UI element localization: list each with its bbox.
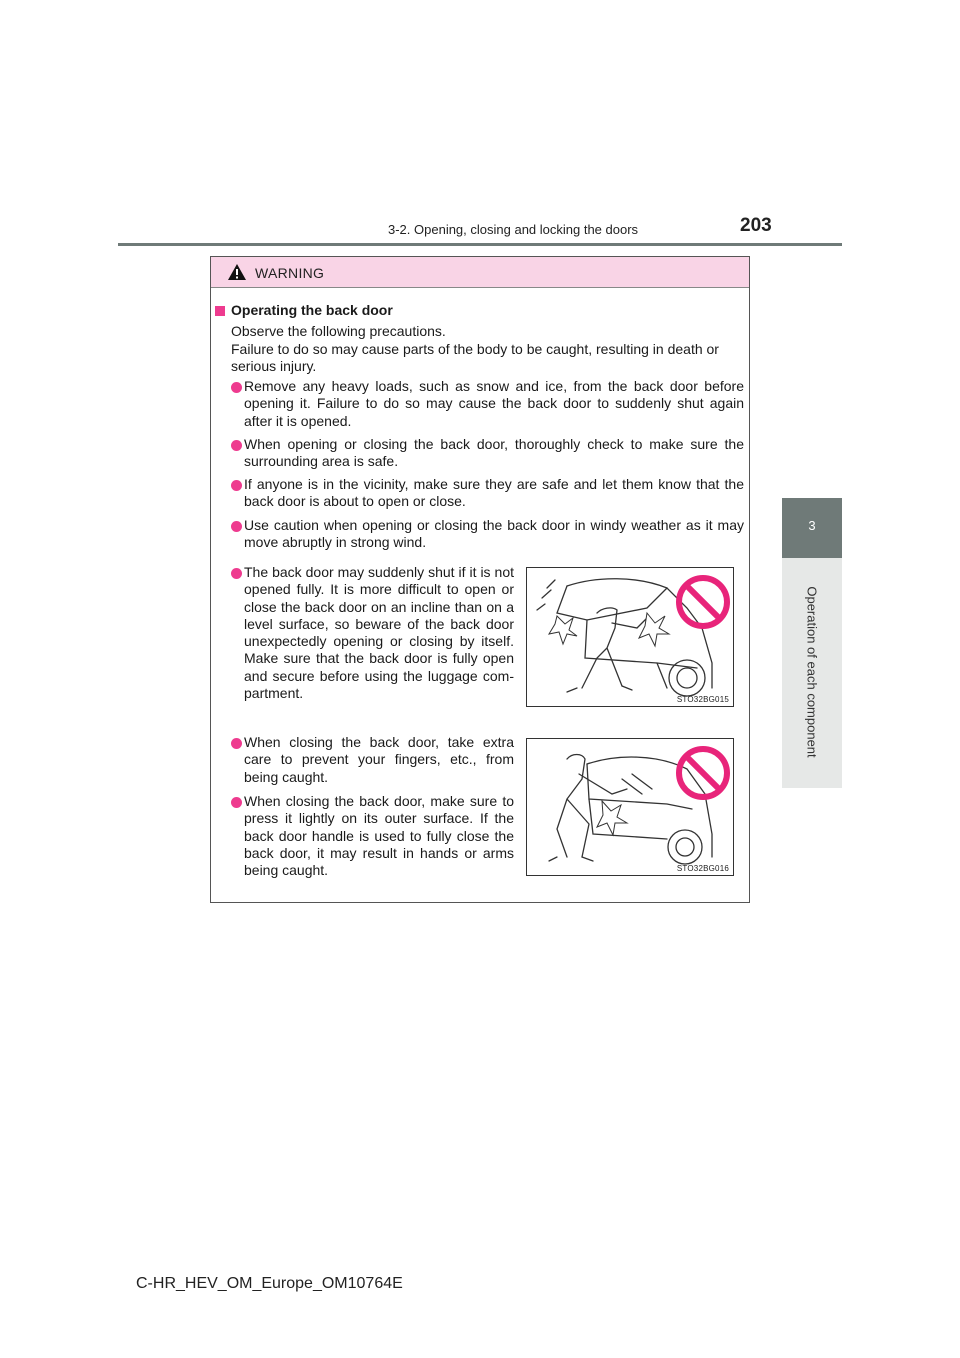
chapter-number: 3: [808, 518, 816, 533]
chapter-label: Operation of each component: [804, 586, 820, 758]
figure-code: STO32BG015: [676, 695, 729, 704]
warning-box: [210, 256, 750, 903]
bullet-5: The back door may suddenly shut if it is not opened fully. It is more difficult to open or close the back door on an incline than on a level surface, so beware of the back door unexpectedly opening or closing by itself. Make sure that the back door is fully open and secure before using the luggage com-partment.: [244, 564, 514, 702]
document-id: C-HR_HEV_OM_Europe_OM10764E: [136, 1275, 403, 1292]
figure-fingers-caught: [526, 738, 734, 876]
bullet-3: If anyone is in the vicinity, make sure they are safe and let them know that the back door is about to open or close.: [244, 476, 744, 510]
bullet-7: When closing the back door, make sure to press it lightly on its outer surface. If the back door handle is used to fully close the back door, it may result in hands or arms being caught.: [244, 793, 514, 879]
bullet-dot-icon: [231, 382, 242, 393]
car-back-door-illustration: [527, 568, 733, 706]
figure-code: STO32BG016: [676, 864, 729, 873]
bullet-2: When opening or closing the back door, thoroughly check to make sure the surrounding area is safe.: [244, 436, 744, 470]
warning-intro-2: Failure to do so may cause parts of the body to be caught, resulting in death or serious injury.: [231, 341, 719, 375]
bullet-dot-icon: [231, 480, 242, 491]
warning-intro-1: Observe the following precautions.: [231, 323, 446, 339]
bullet-dot-icon: [231, 797, 242, 808]
chapter-tab: [782, 498, 842, 558]
warning-heading: Operating the back door: [231, 302, 393, 318]
page-number: 203: [740, 215, 772, 236]
warning-triangle-icon: [227, 263, 247, 281]
bullet-dot-icon: [231, 440, 242, 451]
car-closing-door-illustration: [527, 739, 733, 875]
heading-square-icon: [215, 306, 225, 316]
bullet-4: Use caution when opening or closing the back door in windy weather as it may move abruptly in strong wind.: [244, 517, 744, 551]
bullet-dot-icon: [231, 521, 242, 532]
bullet-dot-icon: [231, 738, 242, 749]
figure-back-door-shut: [526, 567, 734, 707]
header-rule: [118, 243, 842, 246]
warning-title: WARNING: [255, 265, 325, 281]
bullet-dot-icon: [231, 568, 242, 579]
bullet-1: Remove any heavy loads, such as snow and ice, from the back door before opening it. Failure to do so may cause the back door to suddenly shut again after it is opened.: [244, 378, 744, 429]
warning-header: [211, 257, 749, 288]
bullet-6: When closing the back door, take extra care to prevent your fingers, etc., from being caught.: [244, 734, 514, 785]
section-title: 3-2. Opening, closing and locking the doors: [388, 222, 639, 237]
